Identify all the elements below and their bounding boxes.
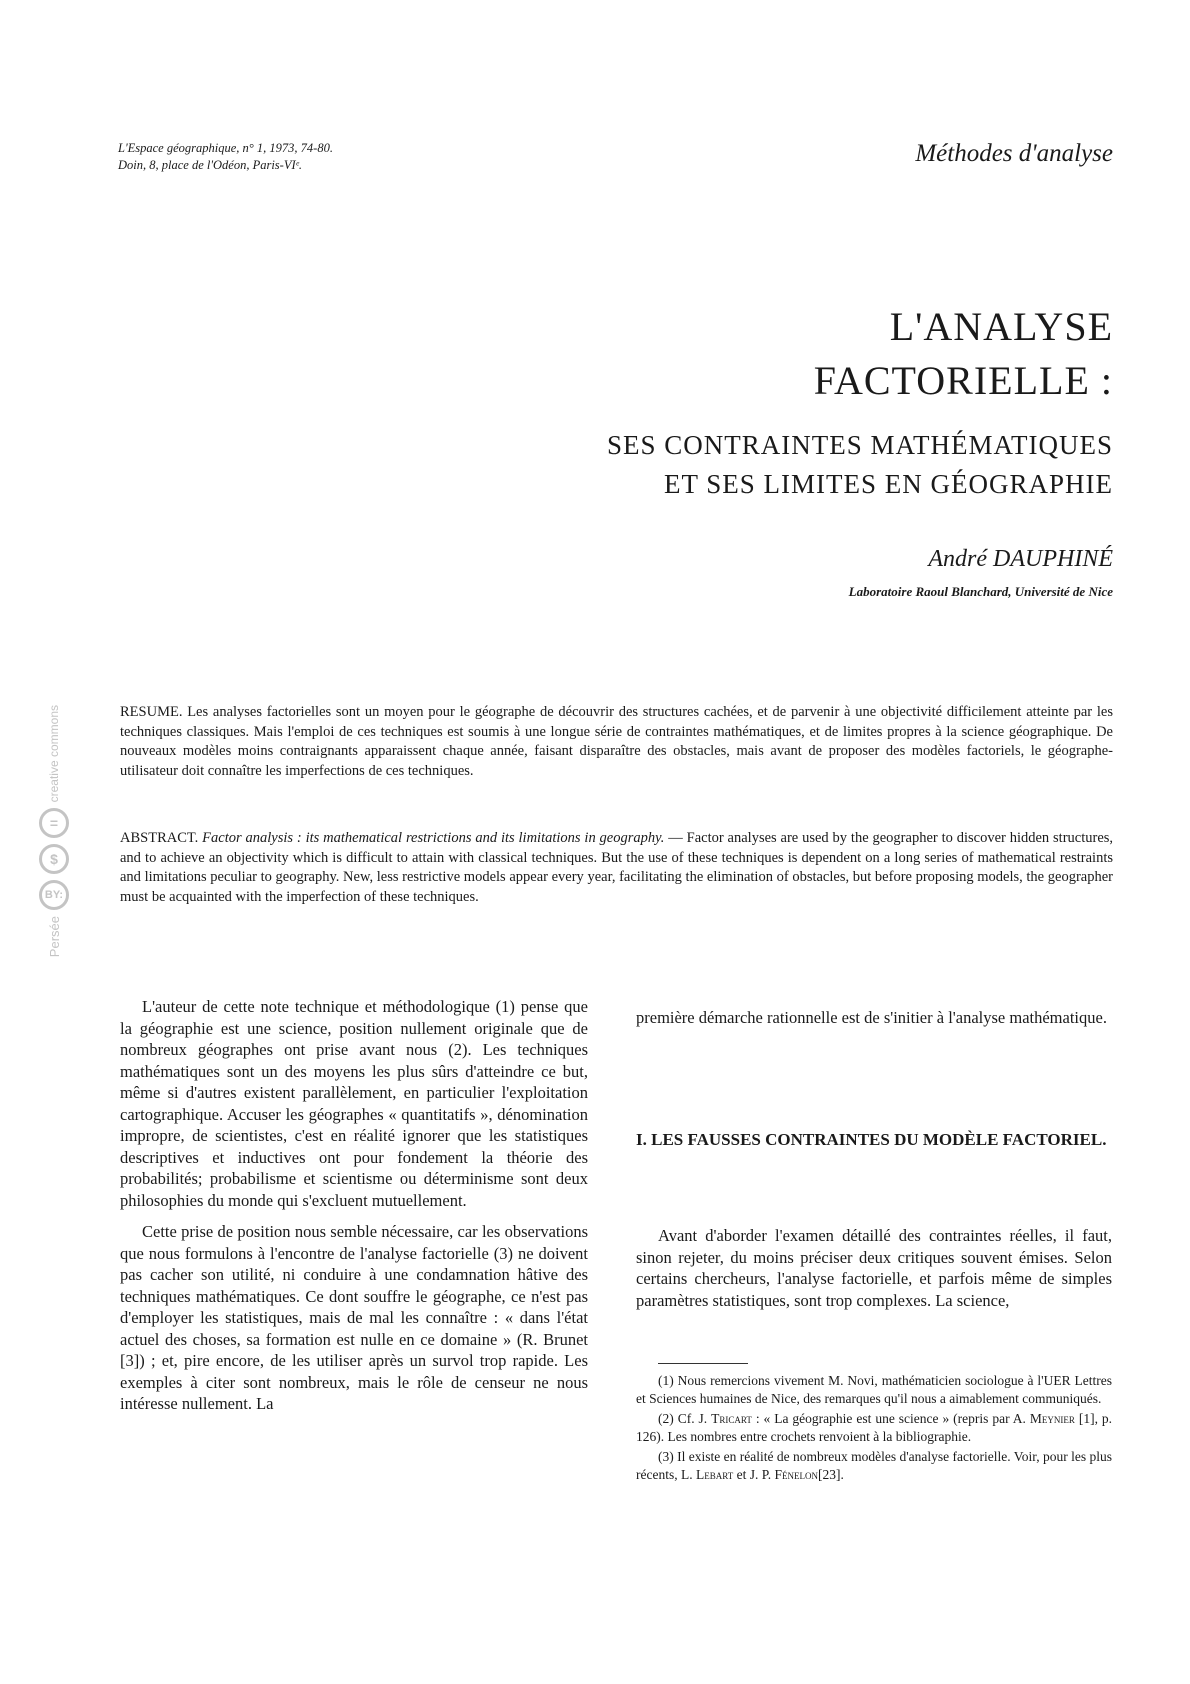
footnote-2-part-c: [1], p. 126). Les nombres entre crochets renvoient à la bibliographie. [636,1411,1113,1444]
persee-label: Persée [46,916,62,958]
equals-icon: = [39,808,69,838]
footnotes [636,1372,1112,1483]
section-heading: I. LES FAUSSES CONTRAINTES DU MODÈLE FACTORIEL. [636,1130,1107,1149]
footnote-2-author-2: Meynier [1029,1411,1075,1426]
journal-line-1: L'Espace géographique, n° 1, 1973, 74-80. [118,141,333,155]
body-paragraph: Avant d'aborder l'examen détaillé des contraintes réelles, il faut, sinon rejeter, du moins préciser deux critiques souvent émises. Selon certains chercheurs, l'analyse factorielle, et parfois même de simples paramètres statistiques, sont trop complexes. La science, [636,1226,1112,1310]
body-column-right-bottom [636,1225,1112,1311]
article-subtitle [413,426,1113,504]
footnote-1: (1) Nous remercions vivement M. Novi, mathématicien sociologue à l'UER Lettres et Sciences humaines de Nice, des remarques qu'il nous a aimablement communiqués. [636,1373,1112,1406]
journal-reference [118,140,478,174]
footnote-3-author-2: Fénelon [774,1466,818,1482]
footnote-2 [636,1410,1112,1445]
title-line-2: FACTORIELLE : [813,358,1113,403]
resume-text: Les analyses factorielles sont un moyen pour le géographe de découvrir des structures cachées, et de parvenir à une objectivité difficilement atteinte par les techniques classiques. Mais l'emploi de ces techniques est soumis à une longue série de contraintes mathématiques, et de limites propres à la science géographique. De nouveaux modèles moins contraignants apparaissent chaque année, faisant disparaître des obstacles, mais avant de proposer des modèles factoriels, le géographe-utilisateur doit connaître les imperfections de ces techniques. [120,704,1113,779]
footnote-2-part-b: : « La géographie est une science » (repris par A. [755,1411,1026,1426]
journal-line-2: Doin, 8, place de l'Odéon, Paris-VIᵉ. [118,158,303,172]
resume-lead: RESUME. [120,704,183,720]
abstract-english-title: Factor analysis : its mathematical restrictions and its limitations in geography. [202,830,665,846]
body-column-right-top [636,1007,1112,1029]
title-line-1: L'ANALYSE [889,304,1113,349]
footnote-3-author-1: Lebart [695,1466,734,1482]
abstract-text: — Factor analyses are used by the geographer to discover hidden structures, and to achieve an objectivity which is difficult to attain with classical techniques. But the use of these techniques is dependent on a long series of mathematical restraints and limitations peculiar to geography. New, less restrictive models appear every year, facilitating the elimination of obstacles, but before proposing models, the geographer must be acquainted with the imperfection of these techniques. [120,830,1114,905]
abstract-paragraph [120,829,1113,907]
body-paragraph: Cette prise de position nous semble nécessaire, car les observations que nous formulons à l'encontre de l'analyse factorielle (3) ne doivent pas cacher son utilité, ni conduire à une condamnation hâtive des techniques mathématiques. Ce dont souffre le géographe, ce n'est pas d'employer les statistiques, mais de mal les connaître : « dans l'état actuel des choses, sa formation est nulle en ce domaine » (R. Brunet [3]) ; et, pire encore, de les utiliser après un survol trop rapide. Les exemples à citer sont nombreux, mais le rôle de censeur ne nous intéresse nullement. La [120,1222,588,1413]
author-affiliation: Laboratoire Raoul Blanchard, Université de Nice [848,584,1113,599]
no-money-icon: $ [39,844,69,874]
footnote-2-author-1: Tricart [711,1411,752,1426]
body-paragraph: première démarche rationnelle est de s'initier à l'analyse mathématique. [636,1008,1107,1027]
footnote-3 [636,1448,1112,1483]
subtitle-line-1: SES CONTRAINTES MATHÉMATIQUES [606,430,1113,460]
abstract-lead: ABSTRACT. [120,830,199,846]
section-label: Méthodes d'analyse [915,140,1113,167]
author-name: André DAUPHINÉ [928,546,1113,572]
subtitle-line-2: ET SES LIMITES EN GÉOGRAPHIE [664,469,1113,499]
body-column-left [120,996,588,1415]
license-sidebar [34,705,74,975]
article-title [513,300,1113,408]
by-icon [39,880,69,910]
footnote-3-part-a: (3) Il existe en réalité de nombreux modèles d'analyse factorielle. Voir, pour les plus récents, L. [636,1449,1112,1482]
by-label: BY: [44,889,64,902]
footnote-2-part-a: (2) Cf. J. [658,1411,708,1426]
footnote-divider [658,1363,748,1364]
footnote-3-part-c: [23]. [817,1466,844,1482]
body-paragraph: L'auteur de cette note technique et méthodologique (1) pense que la géographie est une science, position nullement originale que de nombreux géographes ont prise avant nous (2). Les techniques mathématiques sont un des moyens les plus sûrs d'atteindre ce but, même si d'autres existent parallèlement, en particulier l'exploitation cartographique. Accuser les géographes « quantitatifs », dénomination impropre, de scientistes, c'est en réalité ignorer que les statistiques descriptives et inductives ont pour fondement la théorie des probabilités; probabilisme et scientisme ou déterminisme sont deux philosophies du monde qui s'excluent mutuellement. [120,997,588,1210]
resume-paragraph [120,703,1113,781]
footnote-3-part-b: et J. P. [736,1466,772,1482]
creative-commons-label: creative commons [47,705,61,803]
